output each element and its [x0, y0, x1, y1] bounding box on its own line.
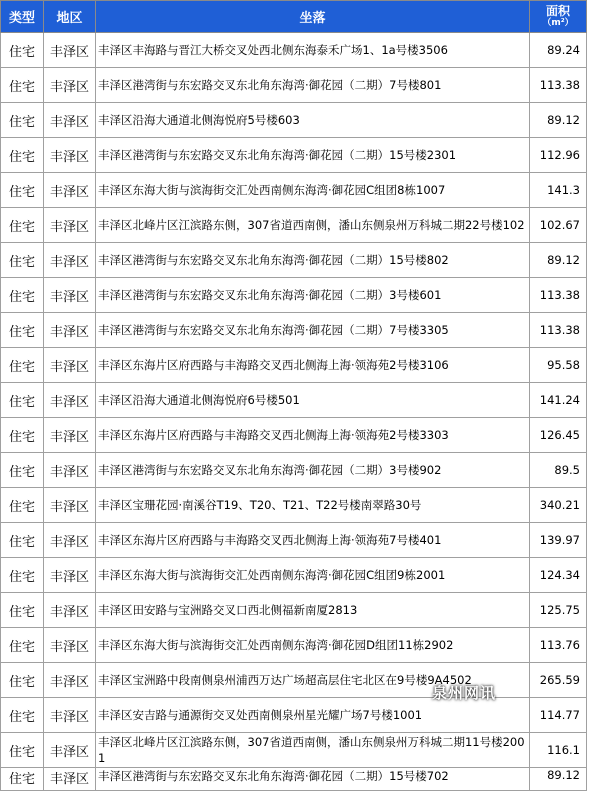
table-row [1, 488, 587, 523]
cell-area: 113.76 [530, 628, 587, 663]
cell-location: 丰泽区东海片区府西路与丰海路交叉西北侧海上海·领海苑2号楼3303 [96, 418, 530, 453]
cell-location: 丰泽区沿海大通道北侧海悦府5号楼603 [96, 103, 530, 138]
table-body [1, 33, 587, 791]
table-row [1, 768, 587, 791]
cell-area: 113.38 [530, 313, 587, 348]
cell-area: 141.24 [530, 383, 587, 418]
cell-area: 89.12 [530, 243, 587, 278]
cell-district: 丰泽区 [44, 173, 96, 208]
cell-district: 丰泽区 [44, 33, 96, 68]
cell-location: 丰泽区宝洲路中段南侧泉州浦西万达广场超高层住宅北区在9号楼9A4502 [96, 663, 530, 698]
cell-type: 住宅 [1, 768, 44, 791]
table-row [1, 243, 587, 278]
cell-district: 丰泽区 [44, 208, 96, 243]
cell-district: 丰泽区 [44, 628, 96, 663]
cell-location: 丰泽区港湾街与东宏路交叉东北角东海湾·御花园（二期）7号楼3305 [96, 313, 530, 348]
table-row [1, 68, 587, 103]
cell-type: 住宅 [1, 208, 44, 243]
table-row [1, 663, 587, 698]
table-row [1, 418, 587, 453]
header-area-unit: （m²） [542, 18, 574, 28]
cell-location: 丰泽区港湾街与东宏路交叉东北角东海湾·御花园（二期）15号楼702 [96, 768, 530, 791]
cell-area: 340.21 [530, 488, 587, 523]
header-row [1, 1, 587, 33]
cell-type: 住宅 [1, 313, 44, 348]
cell-area: 89.12 [530, 768, 587, 791]
cell-area: 114.77 [530, 698, 587, 733]
cell-type: 住宅 [1, 348, 44, 383]
cell-location: 丰泽区北峰片区江滨路东侧，307省道西南侧，潘山东侧泉州万科城二期11号楼2001 [96, 733, 530, 768]
cell-area: 113.38 [530, 278, 587, 313]
cell-area: 116.1 [530, 733, 587, 768]
cell-area: 89.24 [530, 33, 587, 68]
cell-district: 丰泽区 [44, 698, 96, 733]
cell-location: 丰泽区港湾街与东宏路交叉东北角东海湾·御花园（二期）15号楼802 [96, 243, 530, 278]
site-watermark: 泉州网讯 [432, 684, 497, 702]
cell-type: 住宅 [1, 628, 44, 663]
table-row [1, 313, 587, 348]
cell-location: 丰泽区东海片区府西路与丰海路交叉西北侧海上海·领海苑7号楼401 [96, 523, 530, 558]
cell-district: 丰泽区 [44, 488, 96, 523]
cell-district: 丰泽区 [44, 243, 96, 278]
cell-type: 住宅 [1, 418, 44, 453]
cell-type: 住宅 [1, 523, 44, 558]
cell-area: 124.34 [530, 558, 587, 593]
cell-district: 丰泽区 [44, 593, 96, 628]
cell-type: 住宅 [1, 103, 44, 138]
cell-district: 丰泽区 [44, 348, 96, 383]
table-row [1, 348, 587, 383]
cell-location: 丰泽区东海大街与滨海街交汇处西南侧东海湾·御花园C组团8栋1007 [96, 173, 530, 208]
header-area [530, 1, 587, 33]
cell-type: 住宅 [1, 698, 44, 733]
cell-location: 丰泽区港湾街与东宏路交叉东北角东海湾·御花园（二期）3号楼902 [96, 453, 530, 488]
cell-location: 丰泽区安吉路与通源街交叉处西南侧泉州星光耀广场7号楼1001 [96, 698, 530, 733]
cell-location: 丰泽区港湾街与东宏路交叉东北角东海湾·御花园（二期）15号楼2301 [96, 138, 530, 173]
cell-type: 住宅 [1, 453, 44, 488]
cell-type: 住宅 [1, 383, 44, 418]
cell-location: 丰泽区北峰片区江滨路东侧，307省道西南侧，潘山东侧泉州万科城二期22号楼102 [96, 208, 530, 243]
cell-location: 丰泽区港湾街与东宏路交叉东北角东海湾·御花园（二期）7号楼801 [96, 68, 530, 103]
cell-area: 113.38 [530, 68, 587, 103]
cell-location: 丰泽区沿海大通道北侧海悦府6号楼501 [96, 383, 530, 418]
table-row [1, 628, 587, 663]
table-row [1, 698, 587, 733]
cell-district: 丰泽区 [44, 418, 96, 453]
cell-district: 丰泽区 [44, 383, 96, 418]
table-row [1, 278, 587, 313]
table-row [1, 558, 587, 593]
cell-area: 125.75 [530, 593, 587, 628]
cell-district: 丰泽区 [44, 768, 96, 791]
cell-type: 住宅 [1, 278, 44, 313]
table-row [1, 523, 587, 558]
cell-area: 265.59 [530, 663, 587, 698]
table-row [1, 593, 587, 628]
cell-area: 102.67 [530, 208, 587, 243]
cell-type: 住宅 [1, 558, 44, 593]
cell-district: 丰泽区 [44, 733, 96, 768]
cell-area: 112.96 [530, 138, 587, 173]
table-row [1, 453, 587, 488]
cell-district: 丰泽区 [44, 523, 96, 558]
cell-type: 住宅 [1, 733, 44, 768]
cell-area: 95.58 [530, 348, 587, 383]
cell-area: 89.12 [530, 103, 587, 138]
header-district: 地区 [44, 1, 96, 33]
cell-district: 丰泽区 [44, 138, 96, 173]
cell-type: 住宅 [1, 138, 44, 173]
cell-type: 住宅 [1, 488, 44, 523]
cell-location: 丰泽区港湾街与东宏路交叉东北角东海湾·御花园（二期）3号楼601 [96, 278, 530, 313]
cell-location: 丰泽区东海大街与滨海街交汇处西南侧东海湾·御花园D组团11栋2902 [96, 628, 530, 663]
cell-location: 丰泽区丰海路与晋江大桥交叉处西北侧东海泰禾广场1、1a号楼3506 [96, 33, 530, 68]
header-area-label: 面积 [545, 4, 570, 18]
cell-district: 丰泽区 [44, 278, 96, 313]
cell-location: 丰泽区东海片区府西路与丰海路交叉西北侧海上海·领海苑2号楼3106 [96, 348, 530, 383]
cell-location: 丰泽区田安路与宝洲路交叉口西北侧福新南厦2813 [96, 593, 530, 628]
cell-location: 丰泽区东海大街与滨海街交汇处西南侧东海湾·御花园C组团9栋2001 [96, 558, 530, 593]
cell-district: 丰泽区 [44, 453, 96, 488]
cell-area: 141.3 [530, 173, 587, 208]
header-location: 坐落 [96, 1, 530, 33]
cell-type: 住宅 [1, 173, 44, 208]
table-row [1, 33, 587, 68]
cell-type: 住宅 [1, 593, 44, 628]
cell-district: 丰泽区 [44, 68, 96, 103]
cell-area: 89.5 [530, 453, 587, 488]
table-row [1, 103, 587, 138]
cell-district: 丰泽区 [44, 558, 96, 593]
cell-district: 丰泽区 [44, 313, 96, 348]
cell-type: 住宅 [1, 33, 44, 68]
header-type: 类型 [1, 1, 44, 33]
cell-type: 住宅 [1, 663, 44, 698]
table-row [1, 138, 587, 173]
cell-type: 住宅 [1, 243, 44, 278]
table-row [1, 383, 587, 418]
cell-district: 丰泽区 [44, 103, 96, 138]
table-row [1, 173, 587, 208]
cell-type: 住宅 [1, 68, 44, 103]
cell-location: 丰泽区宝珊花园·南溪谷T19、T20、T21、T22号楼南翠路30号 [96, 488, 530, 523]
cell-area: 126.45 [530, 418, 587, 453]
cell-area: 139.97 [530, 523, 587, 558]
cell-district: 丰泽区 [44, 663, 96, 698]
table-row [1, 733, 587, 768]
table-row [1, 208, 587, 243]
